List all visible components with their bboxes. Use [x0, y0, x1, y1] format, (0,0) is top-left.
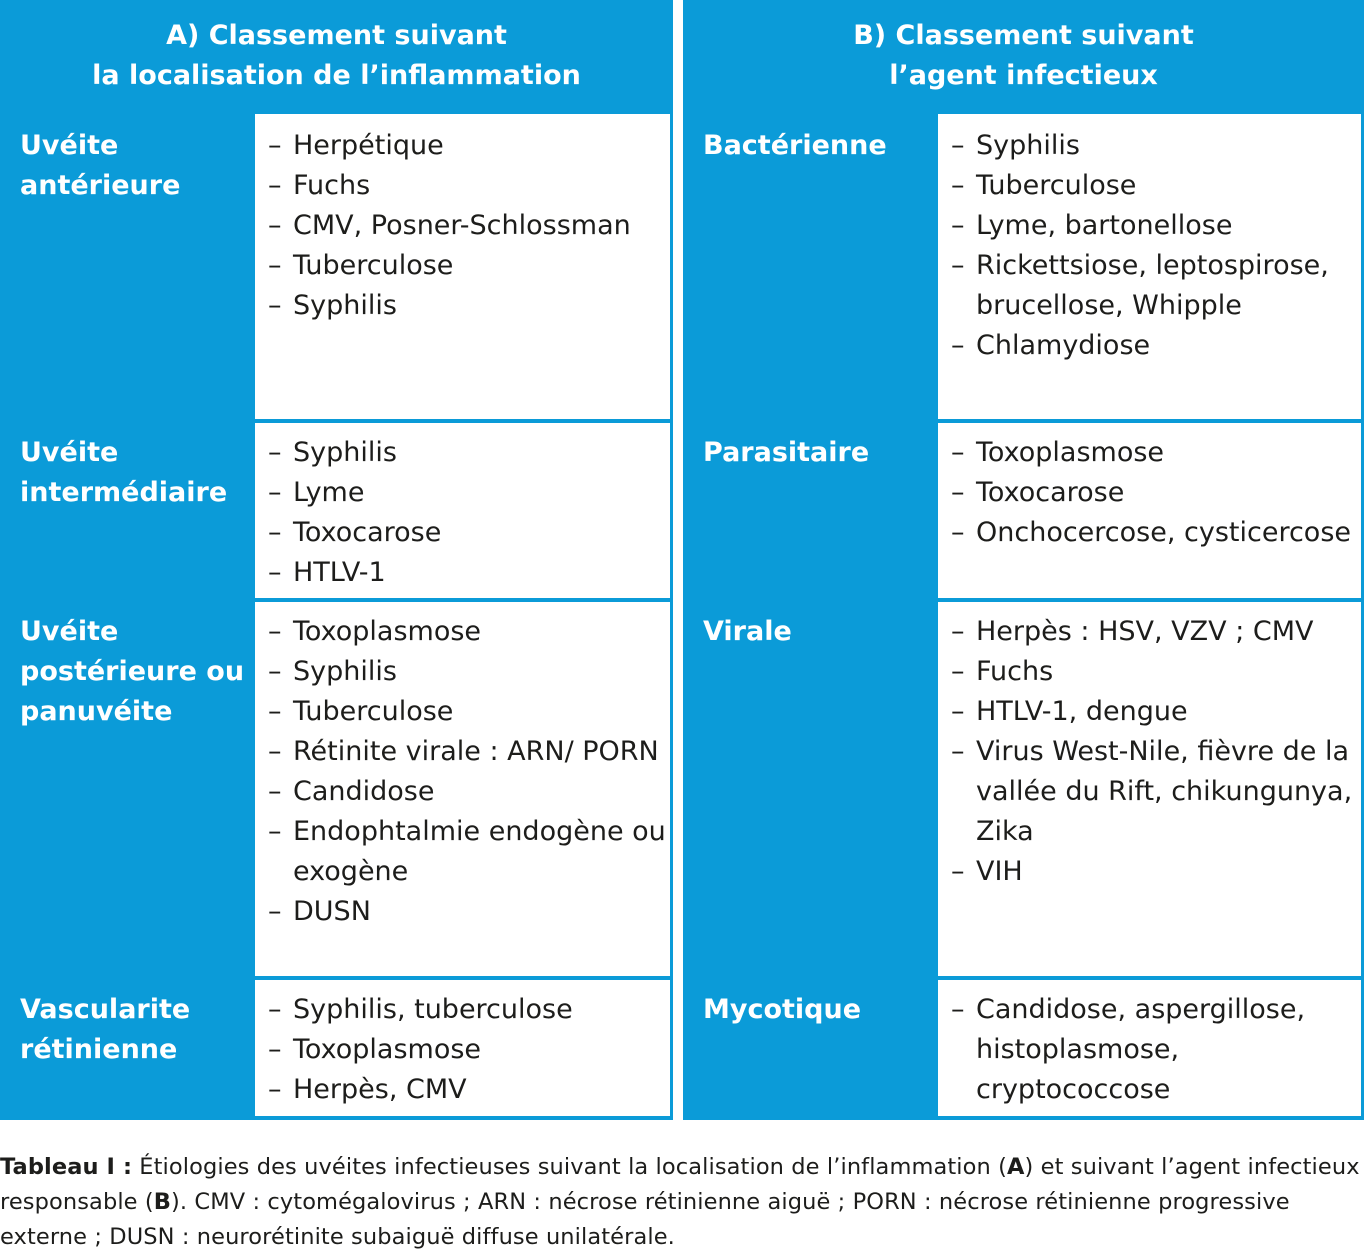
cause-item: – Rétinite virale : ARN/ PORN — [255, 732, 670, 772]
cause-list — [255, 612, 670, 932]
cause-item: – VIH — [938, 852, 1361, 892]
category-label: Uvéite antérieure — [20, 130, 181, 201]
cause-item: – Toxocarose — [255, 513, 670, 553]
table-caption — [0, 1150, 1364, 1255]
cause-item: – Herpès : HSV, VZV ; CMV — [938, 612, 1361, 652]
cause-item: – Toxoplasmose — [255, 612, 670, 652]
cause-item: – Syphilis — [255, 652, 670, 692]
cause-item: – Toxoplasmose — [255, 1030, 670, 1070]
cause-list — [255, 126, 670, 326]
panel-agent — [683, 0, 1364, 1120]
cause-item: – DUSN — [255, 892, 670, 932]
cause-item: – Tuberculose — [938, 166, 1361, 206]
cause-item: – Herpétique — [255, 126, 670, 166]
cause-item: – HTLV-1 — [255, 553, 670, 593]
category-label: Virale — [703, 616, 792, 647]
cause-item: – HTLV-1, dengue — [938, 692, 1361, 732]
cause-item: – Tuberculose — [255, 246, 670, 286]
caption-text: ) et suivant l’agent infectieux responsable ( — [0, 1154, 1360, 1215]
cause-item: – Tuberculose — [255, 692, 670, 732]
cause-item: – Syphilis — [255, 433, 670, 473]
cause-item: – Syphilis — [938, 126, 1361, 166]
cause-item: – Fuchs — [938, 652, 1361, 692]
caption-text: ). CMV : cytomégalovirus ; ARN : nécrose rétinienne aiguë ; PORN : nécrose rétinienne progressive externe ; DUSN : neurorétinite subaiguë diffuse unilatérale. — [0, 1189, 1290, 1250]
cause-list — [255, 990, 670, 1110]
cause-item: – Toxocarose — [938, 473, 1361, 513]
caption-label: Tableau I : — [0, 1154, 133, 1180]
category-label: Uvéite intermédiaire — [20, 437, 228, 508]
cause-list-cell — [938, 114, 1361, 419]
cause-list-cell — [255, 423, 670, 598]
panel-a-header-line2: la localisation de l’inflammation — [92, 60, 581, 91]
cause-list-cell — [255, 114, 670, 419]
cause-item: – Lyme, bartonellose — [938, 206, 1361, 246]
cause-item: – Lyme — [255, 473, 670, 513]
cause-item: – Syphilis, tuberculose — [255, 990, 670, 1030]
cause-item: – Virus West-Nile, fièvre de la vallée du Rift, chikungunya, Zika — [938, 732, 1361, 852]
category-label: Parasitaire — [703, 437, 870, 468]
cause-item: – Endophtalmie endogène ou exogène — [255, 812, 670, 892]
category-label: Uvéite postérieure ou panuvéite — [20, 616, 245, 727]
cause-list-cell — [938, 423, 1361, 598]
panel-a-header — [0, 0, 673, 112]
category-label: Mycotique — [703, 994, 862, 1025]
cause-list — [255, 433, 670, 593]
cause-item: – Onchocercose, cysticercose — [938, 513, 1361, 553]
cause-item: – Syphilis — [255, 286, 670, 326]
cause-item: – CMV, Posner-Schlossman — [255, 206, 670, 246]
cause-item: – Chlamydiose — [938, 326, 1361, 366]
category-label: Vascularite rétinienne — [20, 994, 191, 1065]
cause-item: – Toxoplasmose — [938, 433, 1361, 473]
cause-item: – Fuchs — [255, 166, 670, 206]
cause-item: – Herpès, CMV — [255, 1070, 670, 1110]
panel-a-header-line1: A) Classement suivant — [166, 20, 507, 51]
cause-item: – Candidose, aspergillose, histoplasmose, cryptococcose — [938, 990, 1361, 1110]
cause-list — [938, 990, 1361, 1110]
cause-list — [938, 612, 1361, 892]
panel-b-header — [683, 0, 1364, 112]
cause-list-cell — [938, 602, 1361, 976]
panel-localisation — [0, 0, 673, 1120]
cause-list-cell — [938, 980, 1361, 1116]
cause-item: – Candidose — [255, 772, 670, 812]
caption-bold-a: A — [1007, 1154, 1025, 1180]
cause-item: – Rickettsiose, leptospirose, brucellose, Whipple — [938, 246, 1361, 326]
cause-list-cell — [255, 980, 670, 1116]
panel-b-header-line1: B) Classement suivant — [853, 20, 1194, 51]
caption-text: Étiologies des uvéites infectieuses suivant la localisation de l’inflammation ( — [132, 1154, 1007, 1180]
cause-list — [938, 126, 1361, 366]
caption-bold-b: B — [153, 1189, 171, 1215]
category-label: Bactérienne — [703, 130, 887, 161]
panel-b-header-line2: l’agent infectieux — [889, 60, 1158, 91]
cause-list — [938, 433, 1361, 553]
cause-list-cell — [255, 602, 670, 976]
